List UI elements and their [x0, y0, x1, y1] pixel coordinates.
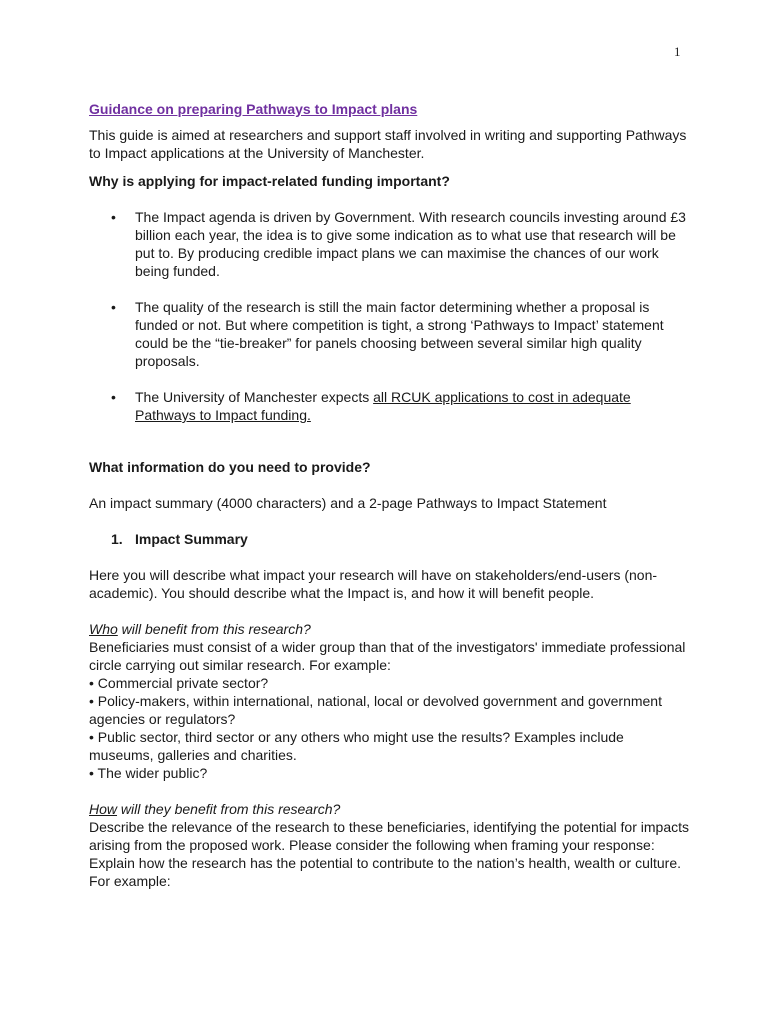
bullet-item — [89, 208, 689, 280]
who-question: Who will benefit from this research? — [89, 621, 311, 637]
who-line: • Policy-makers, within international, national, local or devolved government and government agencies or regulators? — [89, 693, 662, 727]
bullet-text: The Impact agenda is driven by Government. With research councils investing around £3 billion each year, the idea is to give some indication as to what use that research will be put to. By producing credible impact plans we can maximise the chances of our work being funded. — [135, 209, 686, 279]
info-paragraph: An impact summary (4000 characters) and a 2-page Pathways to Impact Statement — [89, 495, 607, 511]
section-heading-impact-summary — [89, 530, 689, 548]
bullet-text: The University of Manchester expects — [135, 389, 374, 405]
how-question: How will they benefit from this research? — [89, 801, 341, 817]
who-line: • Public sector, third sector or any others who might use the results? Examples include museums, galleries and charities. — [89, 729, 624, 763]
page-number: 1 — [674, 44, 681, 59]
how-line: Describe the relevance of the research to these beneficiaries, identifying the potential for impacts arising from the proposed work. Please consider the following when framing your response: — [89, 819, 689, 853]
heading-why: Why is applying for impact-related funding important? — [89, 173, 450, 189]
section-title: Impact Summary — [135, 531, 248, 547]
bullet-item — [89, 388, 689, 424]
bullet-icon: • — [111, 389, 116, 405]
intro-paragraph: This guide is aimed at researchers and support staff involved in writing and supporting Pathways to Impact applications at the University of Manchester. — [89, 127, 687, 161]
who-line: • Commercial private sector? — [89, 675, 269, 691]
bullet-item — [89, 298, 689, 370]
impact-summary-paragraph: Here you will describe what impact your research will have on stakeholders/end-users (non-academic). You should describe what the Impact is, and how it will benefit people. — [89, 567, 658, 601]
bullet-icon: • — [111, 299, 116, 315]
bullet-text: The quality of the research is still the main factor determining whether a proposal is funded or not. But where competition is tight, a strong ‘Pathways to Impact’ statement could be the “tie-breaker” for panels choosing between several similar high quality proposals. — [135, 299, 664, 369]
section-number: 1. — [111, 531, 123, 547]
who-line: • The wider public? — [89, 765, 208, 781]
how-line: Explain how the research has the potential to contribute to the nation’s health, wealth or culture. For example: — [89, 855, 681, 889]
rcuk-funding-link[interactable]: all RCUK applications to cost in adequate Pathways to Impact funding. — [135, 389, 631, 423]
importance-bullet-list — [89, 208, 689, 424]
heading-info: What information do you need to provide? — [89, 459, 371, 475]
document-body — [89, 100, 689, 890]
bullet-icon: • — [111, 209, 116, 225]
who-line: Beneficiaries must consist of a wider group than that of the investigators' immediate professional circle carrying out similar research. For example: — [89, 639, 686, 673]
document-title: Guidance on preparing Pathways to Impact plans — [89, 101, 418, 117]
